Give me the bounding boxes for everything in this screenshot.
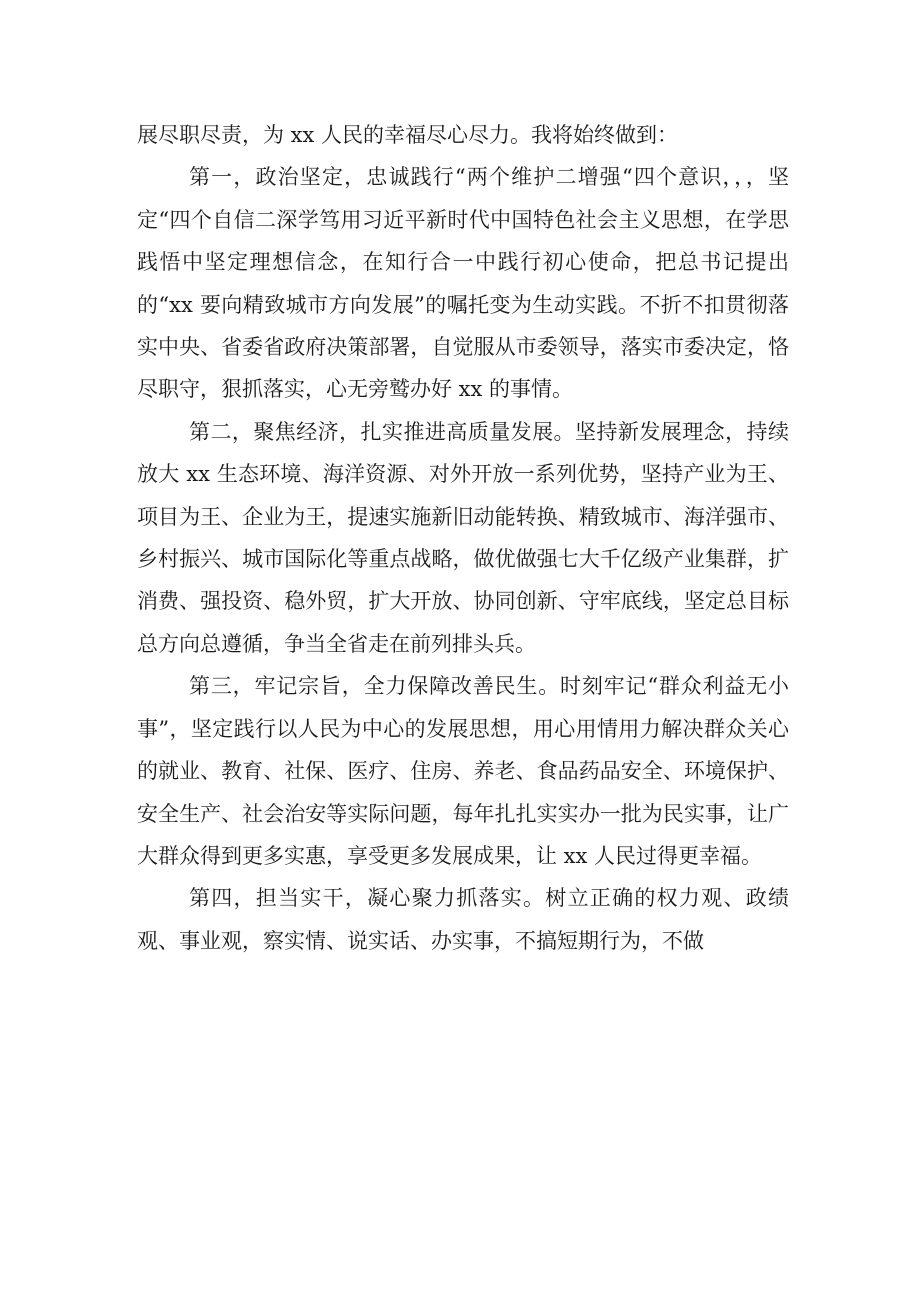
paragraph-intro-continuation: 展尽职尽责，为 xx 人民的幸福尽心尽力。我将始终做到： xyxy=(137,123,679,147)
paragraph-point-four: 第四，担当实干，凝心聚力抓落实。树立正确的权力观、政绩观、事业观，察实情、说实话、办实事，不搞短期行为，不做 xyxy=(137,886,789,953)
paragraph-point-one: 第一，政治坚定，忠诚践行“两个维护二增强“四个意识，，，坚定“四个自信二深学笃用习近平新时代中国特色社会主义思想，在学思践悟中坚定理想信念，在知行合一中践行初心使命，把总书记提出的“xx 要向精致城市方向发展”的嘱托变为生动实践。不折不扣贯彻落实中央、省委省政府决策部署，自觉服从市委领导，落实市委决定，恪尽职守，狠抓落实，心无旁鹫办好 xx 的事情。 xyxy=(137,165,789,402)
paragraph-point-three: 第三，牢记宗旨，全力保障改善民生。时刻牢记“群众利益无小事”，坚定践行以人民为中心的发展思想，用心用情用力解决群众关心的就业、教育、社保、医疗、住房、养老、食品药品安全、环境保护、安全生产、社会治安等实际问题，每年扎扎实实办一批为民实事，让广大群众得到更多实惠，享受更多发展成果，让 xx 人民过得更幸福。 xyxy=(137,674,789,868)
document-body xyxy=(137,114,789,962)
paragraph-point-two: 第二，聚焦经济，扎实推进高质量发展。坚持新发展理念，持续放大 xx 生态环境、海洋资源、对外开放一系列优势，坚持产业为王、项目为王、企业为王，提速实施新旧动能转换、精致城市、海洋强市、乡村振兴、城市国际化等重点战略，做优做强七大千亿级产业集群，扩消费、强投资、稳外贸，扩大开放、协同创新、守牢底线，坚定总目标总方向总遵循，争当全省走在前列排头兵。 xyxy=(137,419,789,656)
